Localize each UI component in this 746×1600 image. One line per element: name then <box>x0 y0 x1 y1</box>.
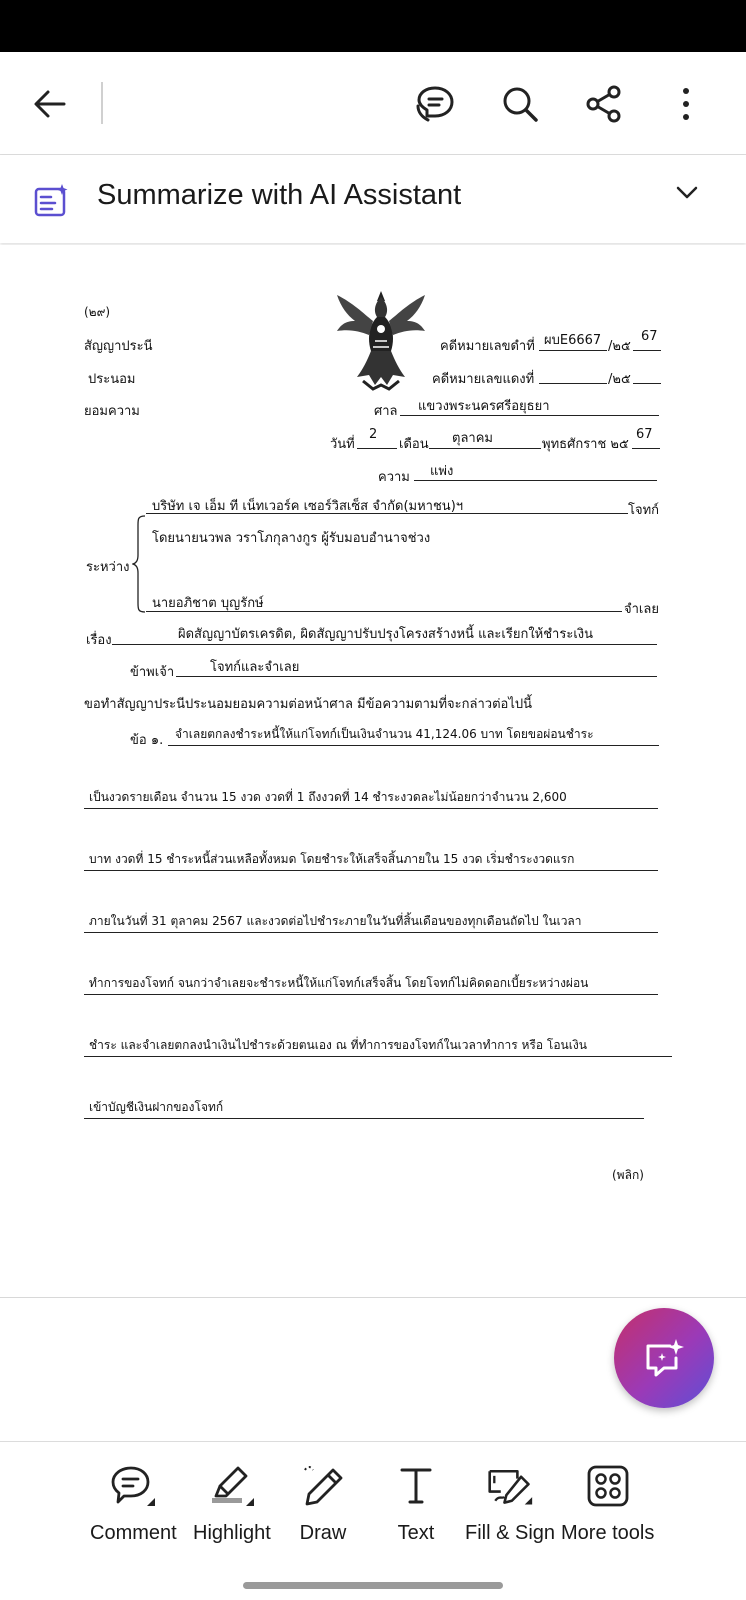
party-brace <box>132 515 146 613</box>
draw-label: Draw <box>299 1522 347 1544</box>
clause-line-3: บาท งวดที่ 15 ชำระหนี้ส่วนเหลือทั้งหมด โดยชำระให้เสร็จสิ้นภายใน 15 งวด เริ่มชำระงวดแรก <box>89 852 575 866</box>
defendant-label: จำเลย <box>624 602 659 617</box>
status-bar <box>0 0 746 52</box>
year-value: 67 <box>636 427 653 442</box>
we-label: ข้าพเจ้า <box>130 665 175 680</box>
fill-sign-tool[interactable] <box>465 1462 555 1545</box>
highlight-tool[interactable] <box>193 1462 271 1545</box>
form-number: (๒๙) <box>84 305 111 319</box>
comments-list-icon <box>414 84 456 124</box>
bottom-toolbar <box>0 1441 746 1600</box>
year-underline <box>632 448 660 449</box>
defendant-underline <box>146 611 622 612</box>
share-icon <box>584 84 624 124</box>
day-value: 2 <box>369 427 378 442</box>
year-label: พุทธศักราช ๒๕ <box>542 437 629 452</box>
day-underline <box>357 448 397 449</box>
between-label: ระหว่าง <box>86 560 130 575</box>
court-value: แขวงพระนครศรีอยุธยา <box>418 399 550 414</box>
clause-line-4: ภายในวันที่ 31 ตุลาคม 2567 และงวดต่อไปชำระภายในวันที่สิ้นเดือนของทุกเดือนถัดไป ในเวลา <box>89 914 582 928</box>
month-underline <box>429 448 541 449</box>
red-case-year-prefix: /๒๕ <box>608 372 631 387</box>
clause-line-5: ทำการของโจทก์ จนกว่าจำเลยจะชำระหนี้ให้แก่โจทก์เสร็จสิ้น โดยโจทก์ไม่คิดดอกเบี้ยระหว่างผ่อน <box>89 976 589 990</box>
share-button[interactable] <box>580 80 628 128</box>
agreement-intro: ขอทำสัญญาประนีประนอมยอมความต่อหน้าศาล มีข้อความตามที่จะกล่าวต่อไปนี้ <box>84 697 533 712</box>
black-case-label: คดีหมายเลขดำที่ <box>440 339 535 354</box>
garuda-emblem <box>333 285 429 395</box>
chevron-down-icon[interactable] <box>676 185 698 204</box>
draw-tool[interactable] <box>299 1462 347 1545</box>
heading-line-1: สัญญาประนี <box>84 339 153 354</box>
plaintiff-label: โจทก์ <box>628 503 660 518</box>
case-type-underline <box>414 480 657 481</box>
heading-line-3: ยอมความ <box>84 404 140 419</box>
case-type-value: แพ่ง <box>430 464 454 479</box>
highlight-label: Highlight <box>193 1522 271 1544</box>
back-arrow-icon <box>32 86 68 122</box>
clause-1-label: ข้อ ๑. <box>130 733 164 748</box>
subject-label: เรื่อง <box>86 633 112 648</box>
red-case-year-underline <box>633 383 661 384</box>
fill-sign-label: Fill & Sign <box>465 1522 556 1544</box>
black-case-number: ผบE6667 <box>544 333 602 348</box>
clause-line-6: ชำระ และจำเลยตกลงนำเงินไปชำระด้วยตนเอง ณ ที่ทำการของโจทก์ในเวลาทำการ หรือ โอนเงิน <box>89 1038 587 1052</box>
top-toolbar <box>0 52 746 155</box>
subject-value: ผิดสัญญาบัตรเครดิต, ผิดสัญญาปรับปรุงโครงสร้างหนี้ และเรียกให้ชำระเงิน <box>178 627 593 642</box>
highlighter-icon <box>208 1462 256 1510</box>
more-vertical-icon <box>680 86 692 122</box>
clause-line-2: เป็นงวดรายเดือน จำนวน 15 งวด งวดที่ 1 ถึงงวดที่ 14 ชำระงวดละไม่น้อยกว่าจำนวน 2,600 <box>89 790 567 804</box>
we-value: โจทก์และจำเลย <box>210 660 300 675</box>
comment-icon <box>109 1462 157 1510</box>
comment-label: Comment <box>90 1522 177 1544</box>
month-value: ตุลาคม <box>452 431 493 446</box>
fill-sign-icon <box>486 1462 534 1510</box>
ai-chat-sparkle-icon <box>642 1336 686 1380</box>
ai-banner-title: Summarize with AI Assistant <box>97 179 462 211</box>
red-case-underline <box>539 383 607 384</box>
text-tool[interactable] <box>392 1462 440 1545</box>
clause-line-7: เข้าบัญชีเงินฝากของโจทก์ <box>89 1100 224 1114</box>
black-case-year-underline <box>633 350 661 351</box>
case-type-label: ความ <box>378 470 410 485</box>
search-button[interactable] <box>496 80 544 128</box>
ai-assistant-banner[interactable] <box>0 155 746 243</box>
plaintiff-underline <box>146 513 628 514</box>
day-label: วันที่ <box>330 437 355 452</box>
comment-tool[interactable] <box>90 1462 177 1545</box>
more-options-button[interactable] <box>662 80 710 128</box>
comments-button[interactable] <box>411 80 459 128</box>
document-page <box>0 245 746 1298</box>
court-underline <box>400 415 659 416</box>
toolbar-divider <box>101 82 103 124</box>
month-label: เดือน <box>399 437 429 452</box>
text-label: Text <box>397 1522 435 1544</box>
clause-underline-3 <box>84 870 658 871</box>
more-tools-label: More tools <box>561 1522 655 1544</box>
pencil-icon <box>299 1462 347 1510</box>
clause-underline-7 <box>84 1118 644 1119</box>
turn-over-note: (พลิก) <box>612 1168 644 1182</box>
plaintiff-name: บริษัท เจ เอ็ม ที เน็ทเวอร์ค เซอร์วิสเซ็ส จำกัด(มหาชน)ฯ <box>152 499 464 514</box>
clause-underline-2 <box>84 808 658 809</box>
heading-line-2: ประนอม <box>88 372 136 387</box>
search-icon <box>501 85 539 123</box>
black-case-year-prefix: /๒๕ <box>608 339 631 354</box>
back-button[interactable] <box>26 80 74 128</box>
home-indicator[interactable] <box>243 1582 503 1589</box>
ai-summary-icon <box>34 183 70 221</box>
clause-underline-5 <box>84 994 658 995</box>
defendant-name: นายอภิชาต บุญรักษ์ <box>152 596 264 611</box>
we-underline <box>176 676 657 677</box>
ai-assistant-fab[interactable] <box>614 1308 714 1408</box>
clause-underline-6 <box>84 1056 672 1057</box>
clause-underline-4 <box>84 932 658 933</box>
more-tools-button[interactable] <box>561 1462 654 1545</box>
court-label: ศาล <box>374 404 398 419</box>
red-case-label: คดีหมายเลขแดงที่ <box>432 372 535 387</box>
text-t-icon <box>392 1462 440 1510</box>
black-case-underline <box>539 350 607 351</box>
black-case-year: 67 <box>641 329 658 344</box>
grid-icon <box>584 1462 632 1510</box>
clause-line-1: จำเลยตกลงชำระหนี้ให้แก่โจทก์เป็นเงินจำนวน 41,124.06 บาท โดยขอผ่อนชำระ <box>175 727 594 741</box>
clause-underline-1 <box>168 745 659 746</box>
subject-underline <box>112 644 657 645</box>
attorney-line: โดยนายนวพล วราโภกุลางกูร ผู้รับมอบอำนาจช่วง <box>152 531 431 546</box>
